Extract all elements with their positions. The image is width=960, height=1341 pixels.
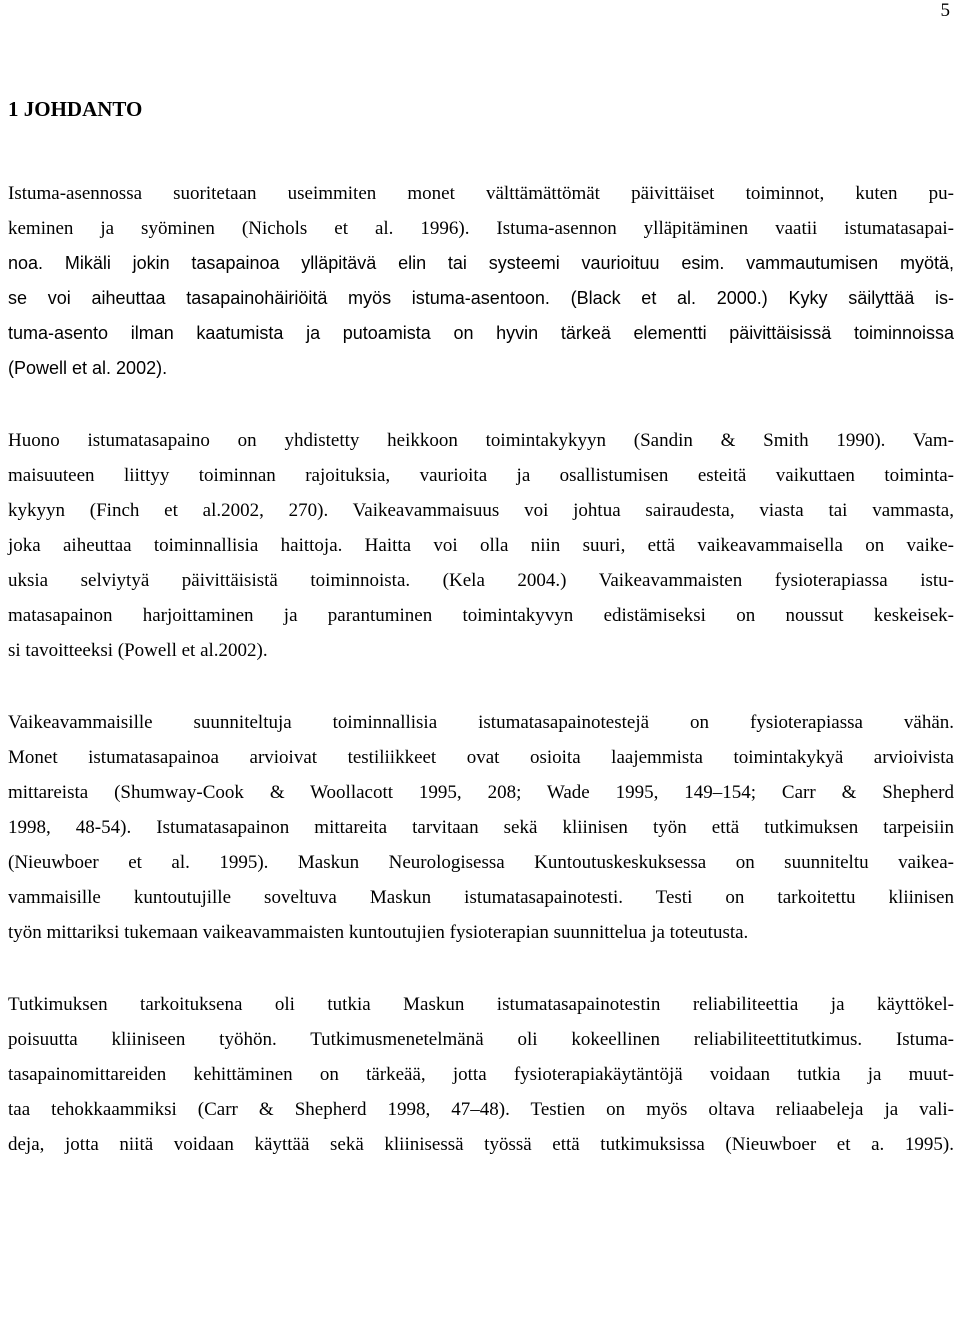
paragraph-1 — [8, 178, 954, 388]
text-line: Huono istumatasapaino on yhdistetty heikkoon toimintakykyyn (Sandin & Smith 1990). Vam- — [8, 430, 954, 451]
text-line: tasapainomittareiden kehittäminen on tärkeää, jotta fysioterapiakäytäntöjä voidaan tutkia ja muut- — [8, 1064, 954, 1085]
text-line: taa tehokkaammiksi (Carr & Shepherd 1998, 47–48). Testien on myös oltava reliaabeleja ja vali- — [8, 1099, 954, 1120]
text-line: poisuutta kliiniseen työhön. Tutkimusmenetelmänä oli kokeellinen reliabiliteettitutkimus. Istuma- — [8, 1029, 954, 1050]
text-line: joka aiheuttaa toiminnallisia haittoja. Haitta voi olla niin suuri, että vaikeavammaisella on vaike- — [8, 535, 954, 556]
text-line: si tavoitteeksi (Powell et al.2002). — [8, 640, 268, 661]
text-line: vammaisille kuntoutujille soveltuva Maskun istumatasapainotesti. Testi on tarkoitettu kliinisen — [8, 887, 954, 908]
text-line: matasapainon harjoittaminen ja parantuminen toimintakyvyn edistämiseksi on noussut keskeisek- — [8, 605, 954, 626]
text-line: (Powell et al. 2002). — [8, 358, 168, 378]
text-line: maisuuteen liittyy toiminnan rajoituksia, vaurioita ja osallistumisen esteitä vaikuttaen toiminta- — [8, 465, 954, 486]
text-line: Istuma-asennossa suoritetaan useimmiten monet välttämättömät päivittäiset toiminnot, kuten pu- — [8, 183, 954, 204]
text-line: Vaikeavammaisille suunniteltuja toiminnallisia istumatasapainotestejä on fysioterapiassa vähän. — [8, 712, 954, 733]
text-line: Tutkimuksen tarkoituksena oli tutkia Maskun istumatasapainotestin reliabiliteettia ja käyttökel- — [8, 994, 954, 1015]
page-number: 5 — [940, 0, 950, 21]
text-line: mittareista (Shumway-Cook & Woollacott 1995, 208; Wade 1995, 149–154; Carr & Shepherd — [8, 782, 954, 803]
text-line: deja, jotta niitä voidaan käyttää sekä kliinisessä työssä että tutkimuksissa (Nieuwboer et a. 1995). — [8, 1134, 954, 1155]
text-line: se voi aiheuttaa tasapainohäiriöitä myös istuma-asentoon. (Black et al. 2000.) Kyky säilyttää is- — [8, 288, 954, 308]
text-line: noa. Mikäli jokin tasapainoa ylläpitävä elin tai systeemi vaurioituu esim. vammautumisen myötä, — [8, 253, 954, 273]
paragraph-gap — [8, 952, 954, 989]
paragraph-gap — [8, 388, 954, 425]
paragraph-3 — [8, 707, 954, 952]
text-line: 1998, 48-54). Istumatasapainon mittareita tarvitaan sekä kliinisen työn että tutkimuksen tarpeisiin — [8, 817, 954, 838]
text-line: tuma-asento ilman kaatumista ja putoamista on hyvin tärkeä elementti päivittäisissä toiminnoissa — [8, 323, 954, 343]
paragraph-gap — [8, 670, 954, 707]
section-heading: 1 JOHDANTO — [8, 97, 143, 121]
text-line: keminen ja syöminen (Nichols et al. 1996). Istuma-asennon ylläpitäminen vaatii istumatasapai- — [8, 218, 954, 239]
body-text — [8, 178, 954, 1164]
text-line: (Nieuwboer et al. 1995). Maskun Neurologisessa Kuntoutuskeskuksessa on suunniteltu vaikea- — [8, 852, 954, 873]
text-line: Monet istumatasapainoa arvioivat testiliikkeet ovat osioita laajemmista toimintakykyä arvioivista — [8, 747, 954, 768]
paragraph-4 — [8, 989, 954, 1164]
paragraph-2 — [8, 425, 954, 670]
text-line: kykyyn (Finch et al.2002, 270). Vaikeavammaisuus voi johtua sairaudesta, viasta tai vammasta, — [8, 500, 954, 521]
text-line: uksia selviytyä päivittäisistä toiminnoista. (Kela 2004.) Vaikeavammaisten fysioterapiassa istu- — [8, 570, 954, 591]
text-line: työn mittariksi tukemaan vaikeavammaisten kuntoutujien fysioterapian suunnittelua ja toteutusta. — [8, 922, 749, 943]
